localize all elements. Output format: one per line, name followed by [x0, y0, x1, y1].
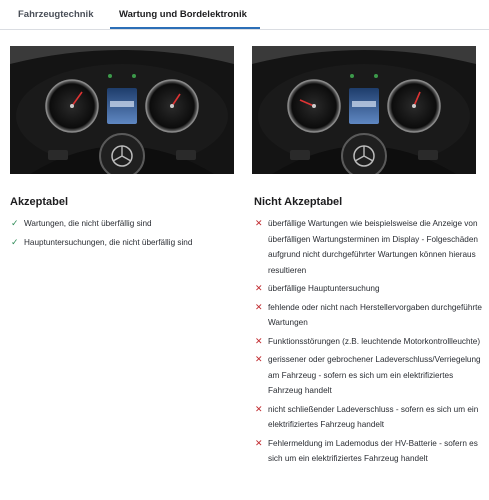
rejected-item — [254, 281, 482, 297]
rejected-item — [254, 300, 482, 331]
cross-icon: ✕ — [255, 437, 263, 448]
cross-icon: ✕ — [255, 283, 263, 293]
rejected-item-text: überfällige Wartungen wie beispielsweise die Anzeige von überfälligen Wartungsterminen im Display - Folgeschäden aufgrund nicht durchgeführter Wartungen können hieraus resultieren — [268, 219, 478, 275]
accepted-item — [10, 216, 240, 232]
check-icon: ✓ — [11, 218, 19, 228]
rejected-item-text: überfällige Hauptuntersuchung — [268, 284, 380, 293]
accepted-title: Akzeptabel — [10, 196, 69, 208]
tab-wartung-bordelektronik[interactable]: Wartung und Bordelektronik — [119, 9, 247, 20]
rejected-item-text: nicht schließender Ladeverschluss - sofern es sich um ein elektrifiziertes Fahrzeug handelt — [268, 404, 479, 429]
rejected-item — [254, 436, 482, 467]
cross-icon: ✕ — [255, 354, 263, 364]
rejected-title: Nicht Akzeptabel — [254, 196, 343, 208]
accepted-item-text: Hauptuntersuchungen, die nicht überfällig sind — [24, 237, 193, 247]
dashboard-photo-not-acceptable — [252, 46, 476, 174]
accepted-section — [10, 196, 240, 253]
accepted-item — [10, 235, 240, 251]
cross-icon: ✕ — [255, 301, 263, 312]
accepted-item-text: Wartungen, die nicht überfällig sind — [24, 219, 152, 228]
rejected-section — [254, 196, 482, 470]
rejected-item-text: gerissener oder gebrochener Ladeverschluss/Verriegelung am Fahrzeug - sofern es sich um ein elektrifiziertes Fahrzeug handelt — [268, 355, 481, 395]
active-tab-indicator — [110, 27, 260, 29]
rejected-item — [254, 334, 482, 350]
check-icon: ✓ — [11, 236, 19, 247]
rejected-item — [254, 402, 482, 433]
cross-icon: ✕ — [255, 335, 263, 346]
rejected-item-text: fehlende oder nicht nach Herstellervorgaben durchgeführte Wartungen — [268, 302, 482, 327]
rejected-item-text: Fehlermeldung im Lademodus der HV-Batterie - sofern es sich um ein elektrifiziertes Fahrzeug handelt — [268, 438, 478, 463]
cross-icon: ✕ — [255, 218, 263, 228]
rejected-item — [254, 216, 482, 278]
rejected-item-text: Funktionsstörungen (z.B. leuchtende Motorkontrollleuchte) — [268, 336, 481, 346]
dashboard-photo-acceptable — [10, 46, 234, 174]
tab-bar — [0, 0, 489, 30]
rejected-item — [254, 352, 482, 399]
tab-fahrzeugtechnik[interactable]: Fahrzeugtechnik — [18, 9, 94, 20]
cross-icon: ✕ — [255, 403, 263, 414]
